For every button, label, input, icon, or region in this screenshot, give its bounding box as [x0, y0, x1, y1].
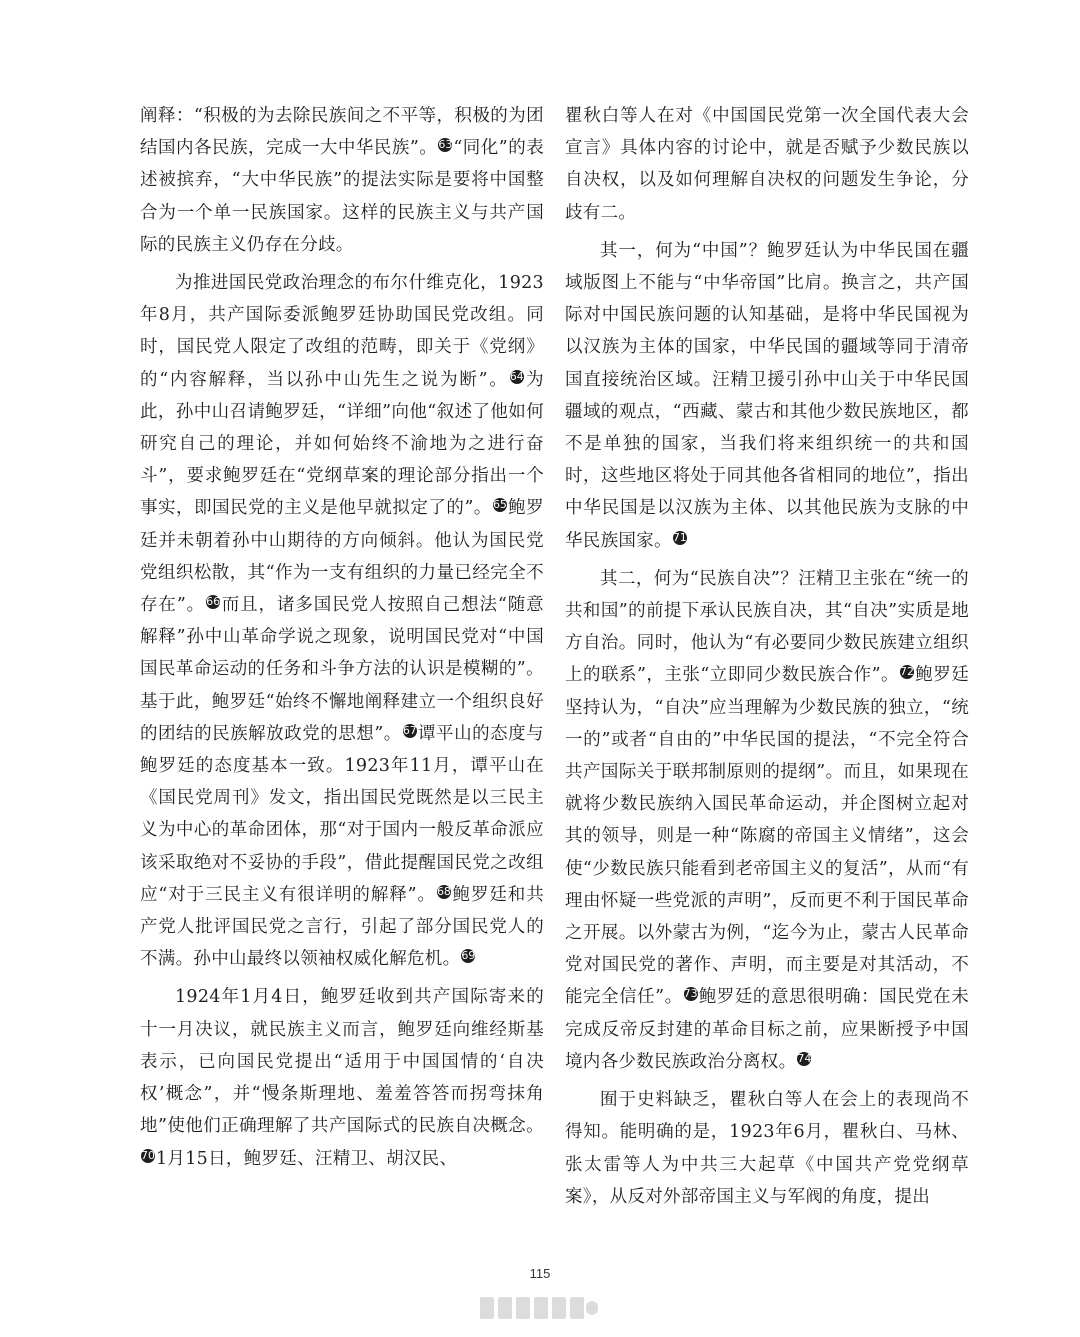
footnote-marker[interactable]: 69: [461, 949, 476, 963]
footnote-marker[interactable]: 64: [509, 369, 524, 383]
footnote-marker[interactable]: 70: [141, 1148, 155, 1162]
paragraph: 其二，何为“民族自决”？汪精卫主张在“统一的共和国”的前提下承认民族自决，其“自决”实质是地方自治。同时，他认为“有必要同少数民族建立组织上的联系”，主张“立即同少数民族合作”。72鲍罗廷坚持认为，“自决”应当理解为少数民族的独立，“统一的”或者“自由的”中华民国的提法，“不完全符合共产国际关于联邦制原则的提纲”。而且，如果现在就将少数民族纳入国民革命运动，并企图树立起对其的领导，则是一种“陈腐的帝国主义情绪”，这会使“少数民族只能看到老帝国主义的复活”，从而“有理由怀疑一些党派的声明”，反而更不利于国民革命之开展。以外蒙古为例，“迄今为止，蒙古人民革命党对国民党的著作、声明，而主要是对其活动，不能完全信任”。73鲍罗廷的意思很明确：国民党在未完成反帝反封建的革命目标之前，应果断授予中国境内各少数民族政治分离权。74: [565, 568, 970, 1072]
paragraph: 为推进国民党政治理念的布尔什维克化，1923年8月，共产国际委派鲍罗廷协助国民党改组。同时，国民党人限定了改组的范畴，即关于《党纲》的“内容解释，当以孙中山先生之说为断”。64为此，孙中山召请鲍罗廷，“详细”向他“叙述了他如何研究自己的理论，并如何始终不渝地为之进行奋斗”，要求鲍罗廷在“党纲草案的理论部分指出一个事实，即国民党的主义是他早就拟定了的”。65鲍罗廷并未朝着孙中山期待的方向倾斜。他认为国民党党组织松散，其“作为一支有组织的力量已经完全不存在”。66而且，诸多国民党人按照自己想法“随意解释”孙中山革命学说之现象，说明国民党对“中国国民革命运动的任务和斗争方法的认识是模糊的”。基于此，鲍罗廷“始终不懈地阐释建立一个组织良好的团结的民族解放政党的思想”。67谭平山的态度与鲍罗廷的态度基本一致。1923年11月，谭平山在《国民党周刊》发文，指出国民党既然是以三民主义为中心的革命团体，那“对于国内一般反革命派应该采取绝对不妥协的手段”，借此提醒国民党之改组应“对于三民主义有很详明的解释”。68鲍罗廷和共产党人批评国民党之言行，引起了部分国民党人的不满。孙中山最终以领袖权威化解危机。69: [140, 273, 545, 970]
paragraph: 阐释：“积极的为去除民族间之不平等，积极的为团结国内各民族，完成一大中华民族”。63“同化”的表述被摈弃，“大中华民族”的提法实际是要将中国整合为一个单一民族国家。这样的民族主义与共产国际的民族主义仍存在分歧。: [140, 106, 545, 255]
footnote-marker[interactable]: 71: [672, 530, 687, 544]
right-column: [565, 100, 969, 1213]
footnote-marker[interactable]: 73: [683, 987, 698, 1001]
footnote-marker[interactable]: 66: [206, 595, 221, 609]
paragraph: 囿于史料缺乏，瞿秋白等人在会上的表现尚不得知。能明确的是，1923年6月，瞿秋白、马林、张太雷等人为中共三大起草《中国共产党党纲草案》，从反对外部帝国主义与军阀的角度，提出: [565, 1090, 969, 1207]
footnote-marker[interactable]: 68: [436, 884, 451, 898]
footnote-marker[interactable]: 74: [797, 1051, 812, 1065]
left-column: [140, 100, 544, 1175]
footnote-marker[interactable]: 67: [402, 723, 417, 737]
paragraph: 1924年1月4日，鲍罗廷收到共产国际寄来的十一月决议，就民族主义而言，鲍罗廷向维经斯基表示，已向国民党提出“适用于中国国情的‘自决权’概念”，并“慢条斯理地、羞羞答答而拐弯抹角地”使他们正确理解了共产国际式的民族自决概念。701月15日，鲍罗廷、汪精卫、胡汉民、: [140, 987, 544, 1169]
paragraph: 其一，何为“中国”？鲍罗廷认为中华民国在疆域版图上不能与“中华帝国”比肩。换言之，共产国际对中国民族问题的认知基础，是将中华民国视为以汉族为主体的国家，中华民国的疆域等同于清帝国直接统治区域。汪精卫援引孙中山关于中华民国疆域的观点，“西藏、蒙古和其他少数民族地区，都不是单独的国家，当我们将来组织统一的共和国时，这些地区将处于同其他各省相同的地位”，指出中华民国是以汉族为主体、以其他民族为支脉的中华民族国家。71: [565, 240, 969, 551]
watermark-icon: [478, 1291, 600, 1325]
footnote-marker[interactable]: 65: [492, 498, 507, 512]
footnote-marker[interactable]: 63: [438, 138, 453, 152]
page-number: 115: [529, 1266, 551, 1281]
footnote-marker[interactable]: 72: [900, 665, 915, 679]
paragraph: 瞿秋白等人在对《中国国民党第一次全国代表大会宣言》具体内容的讨论中，就是否赋予少数民族以自决权，以及如何理解自决权的问题发生争论，分歧有二。: [565, 106, 969, 223]
